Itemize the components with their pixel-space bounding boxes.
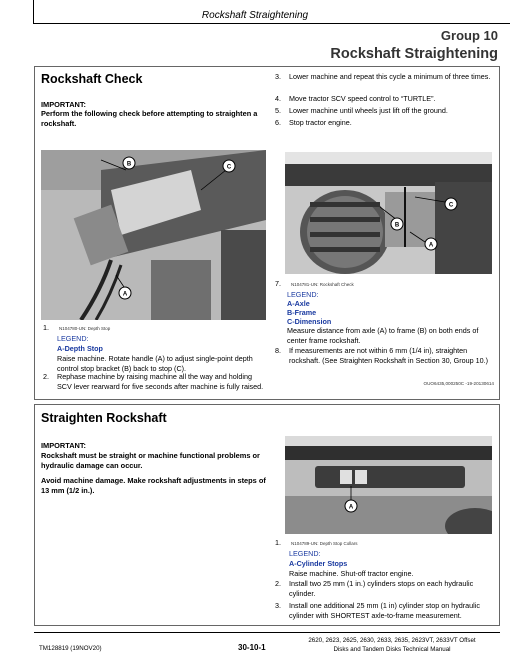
footer-models: 2620, 2623, 2625, 2630, 2633, 2635, 2623VT, 2633VT Offset	[308, 637, 476, 644]
check-step-4	[275, 94, 495, 104]
important-text: Rockshaft must be straight or machine functional problems or hydraulic damage can occur.	[41, 451, 260, 470]
check-step-5	[275, 106, 495, 116]
step-text: Stop tractor engine.	[289, 118, 352, 127]
important-label: IMPORTANT:	[41, 441, 87, 450]
callout-a-label: A	[348, 504, 354, 511]
callout-c-label: C	[226, 164, 232, 171]
step-text: Measure distance from axle (A) to frame (B) on both ends of center frame rockshaft.	[287, 326, 479, 345]
depth-stop-photo	[41, 150, 266, 320]
step-number: 7.	[275, 279, 281, 288]
callout-b-label: B	[394, 222, 400, 229]
callout-c-label: C	[448, 202, 454, 209]
straighten-rockshaft-title: Straighten Rockshaft	[41, 411, 167, 425]
step-text: Move tractor SCV speed control to “TURTLE”.	[289, 94, 436, 103]
straighten-step-2	[275, 579, 495, 599]
legend-item-dimension: C-Dimension	[287, 317, 332, 326]
step-number: 8.	[275, 346, 281, 355]
step-number: 3.	[275, 72, 281, 81]
step-text: Raise machine. Shut-off tractor engine.	[289, 569, 414, 578]
rockshaft-check-title: Rockshaft Check	[41, 72, 143, 86]
step-number: 2.	[275, 579, 281, 588]
straighten-step-3	[275, 601, 495, 621]
step-number: 2.	[43, 372, 49, 381]
callout-a-label: A	[122, 291, 128, 298]
legend-label: LEGEND:	[287, 290, 319, 299]
step-number: 1.	[43, 323, 49, 332]
step-number: 1.	[275, 538, 281, 547]
check-step-1	[43, 323, 268, 374]
figure-id: N104781-UN: Rockshaft Check	[291, 282, 354, 287]
step-text: Raise machine. Rotate handle (A) to adjust single-point depth control stop bracket (B) back to stop (C).	[57, 354, 253, 373]
legend-label: LEGEND:	[57, 334, 89, 343]
footer-doc-id: TM128819 (19NOV20)	[39, 645, 102, 652]
footer-page-number: 30-10-1	[238, 643, 266, 652]
check-step-3	[275, 72, 495, 82]
group-title: Rockshaft Straightening	[330, 46, 498, 62]
important-label: IMPORTANT:	[41, 100, 87, 109]
cylinder-stops-photo	[285, 436, 492, 534]
check-step-8	[275, 346, 495, 366]
footer-rule	[34, 632, 500, 633]
legend-item-frame: B-Frame	[287, 308, 317, 317]
depth-stop-illustration	[41, 150, 266, 320]
cylinder-stops-illustration	[285, 436, 492, 534]
step-text: Rephase machine by raising machine all the way and holding SCV lever rearward for five seconds after machine is fully raised.	[57, 372, 264, 391]
step-text: Install one additional 25 mm (1 in) cylinder stop on hydraulic cylinder with SHORTEST axle-to-frame measurement.	[289, 601, 480, 620]
legend-label: LEGEND:	[289, 549, 321, 558]
figure-id: N104789-UN: Depth Stop Collars	[291, 541, 358, 546]
header-rule	[34, 23, 510, 24]
step-number: 3.	[275, 601, 281, 610]
group-label: Group 10	[440, 28, 498, 43]
figure-id: N104780-UN: Depth Stop	[59, 326, 111, 331]
running-title: Rockshaft Straightening	[201, 10, 309, 21]
important-text-2: Avoid machine damage. Make rockshaft adjustments in steps of 13 mm (1/2 in.).	[41, 476, 266, 495]
check-step-2	[43, 372, 268, 392]
legend-item-depth-stop: A-Depth Stop	[57, 344, 103, 353]
rockshaft-check-photo	[285, 152, 492, 274]
callout-a-label: A	[428, 242, 434, 249]
step-text: Install two 25 mm (1 in.) cylinders stops on each hydraulic cylinder.	[289, 579, 474, 598]
step-text: If measurements are not within 6 mm (1/4 in), straighten rockshaft. (See Straighten Rockshaft in Section 30, Group 10.)	[289, 346, 488, 365]
step-number: 5.	[275, 106, 281, 115]
legend-item-axle: A-Axle	[287, 299, 310, 308]
callout-b-label: B	[126, 161, 132, 168]
step-text: Lower machine until wheels just lift off the ground.	[289, 106, 448, 115]
reference-code: OUO6435,000250C -19-20130614	[423, 381, 494, 386]
step-text: Lower machine and repeat this cycle a minimum of three times.	[289, 72, 491, 81]
check-step-7	[275, 279, 495, 346]
check-step-6	[275, 118, 495, 128]
footer-manual-title: Disks and Tandem Disks Technical Manual	[333, 646, 451, 653]
step-number: 6.	[275, 118, 281, 127]
straighten-step-1	[275, 538, 495, 579]
legend-item-cylinder-stops: A-Cylinder Stops	[289, 559, 348, 568]
step-number: 4.	[275, 94, 281, 103]
rockshaft-check-illustration	[285, 152, 492, 274]
important-text: Perform the following check before attempting to straighten a rockshaft.	[41, 109, 258, 128]
